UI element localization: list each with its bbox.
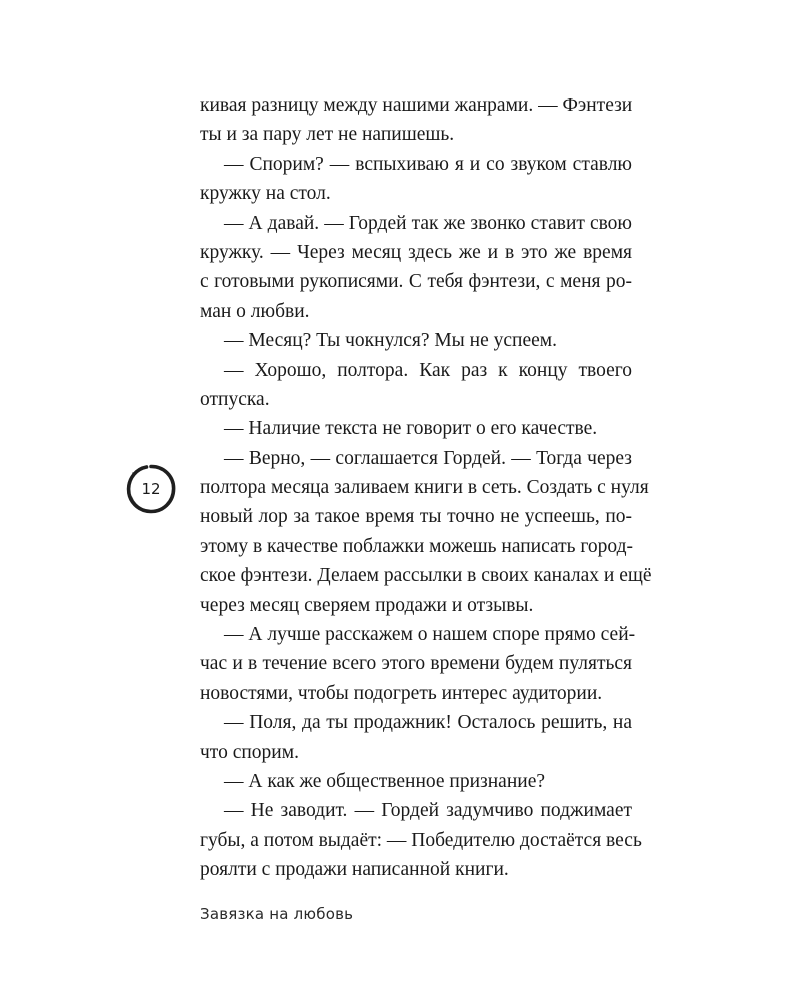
- text-line: роялти с продажи написанной книги.: [200, 859, 509, 881]
- text-line: новостями, чтобы подогреть интерес аудитории.: [200, 682, 603, 704]
- text-line: — Месяц? Ты чокнулся? Мы не успеем.: [224, 330, 557, 352]
- text-line: с готовыми рукописями. С тебя фэнтези, с меня ро-: [200, 271, 632, 293]
- text-line: новый лор за такое время ты точно не успеешь, по-: [200, 506, 632, 528]
- text-line: — Хорошо, полтора. Как раз к концу твоего: [224, 359, 632, 381]
- text-line: кивая разницу между нашими жанрами. — Фэнтези: [200, 95, 633, 116]
- text-line: — Верно, — соглашается Гордей. — Тогда через: [224, 447, 632, 469]
- text-line: — Не заводит. — Гордей задумчиво поджимает: [224, 800, 632, 822]
- text-line: ты и за пару лет не напишешь.: [200, 124, 455, 146]
- text-line: отпуска.: [200, 388, 270, 410]
- text-line: этому в качестве поблажки можешь написать город-: [200, 535, 634, 557]
- body-text: [200, 91, 652, 885]
- page-number: 12: [141, 480, 161, 498]
- text-line: — Спорим? — вспыхиваю я и со звуком ставлю: [224, 153, 632, 175]
- text-line: губы, а потом выдаёт: — Победителю достаётся весь: [200, 829, 642, 851]
- text-line: — Поля, да ты продажник! Осталось решить, на: [224, 712, 632, 734]
- text-line: — А давай. — Гордей так же звонко ставит свою: [224, 212, 632, 234]
- text-line: час и в течение всего этого времени будем пуляться: [200, 653, 632, 675]
- text-line: кружку на стол.: [200, 183, 331, 205]
- text-line: что спорим.: [200, 741, 299, 763]
- text-line: ман о любви.: [200, 300, 310, 322]
- text-line: полтора месяца заливаем книги в сеть. Создать с нуля: [200, 477, 649, 499]
- text-line: — Наличие текста не говорит о его качестве.: [224, 418, 598, 440]
- page-number-badge: [124, 462, 178, 516]
- text-line: — А лучше расскажем о нашем споре прямо сей-: [224, 624, 636, 646]
- text-line: кружку. — Через месяц здесь же и в это же время: [200, 241, 632, 263]
- text-line: через месяц сверяем продажи и отзывы.: [200, 594, 534, 616]
- text-line: — А как же общественное признание?: [224, 770, 545, 792]
- running-footer-title: Завязка на любовь: [200, 905, 354, 923]
- text-line: ское фэнтези. Делаем рассылки в своих каналах и ещё: [200, 565, 652, 587]
